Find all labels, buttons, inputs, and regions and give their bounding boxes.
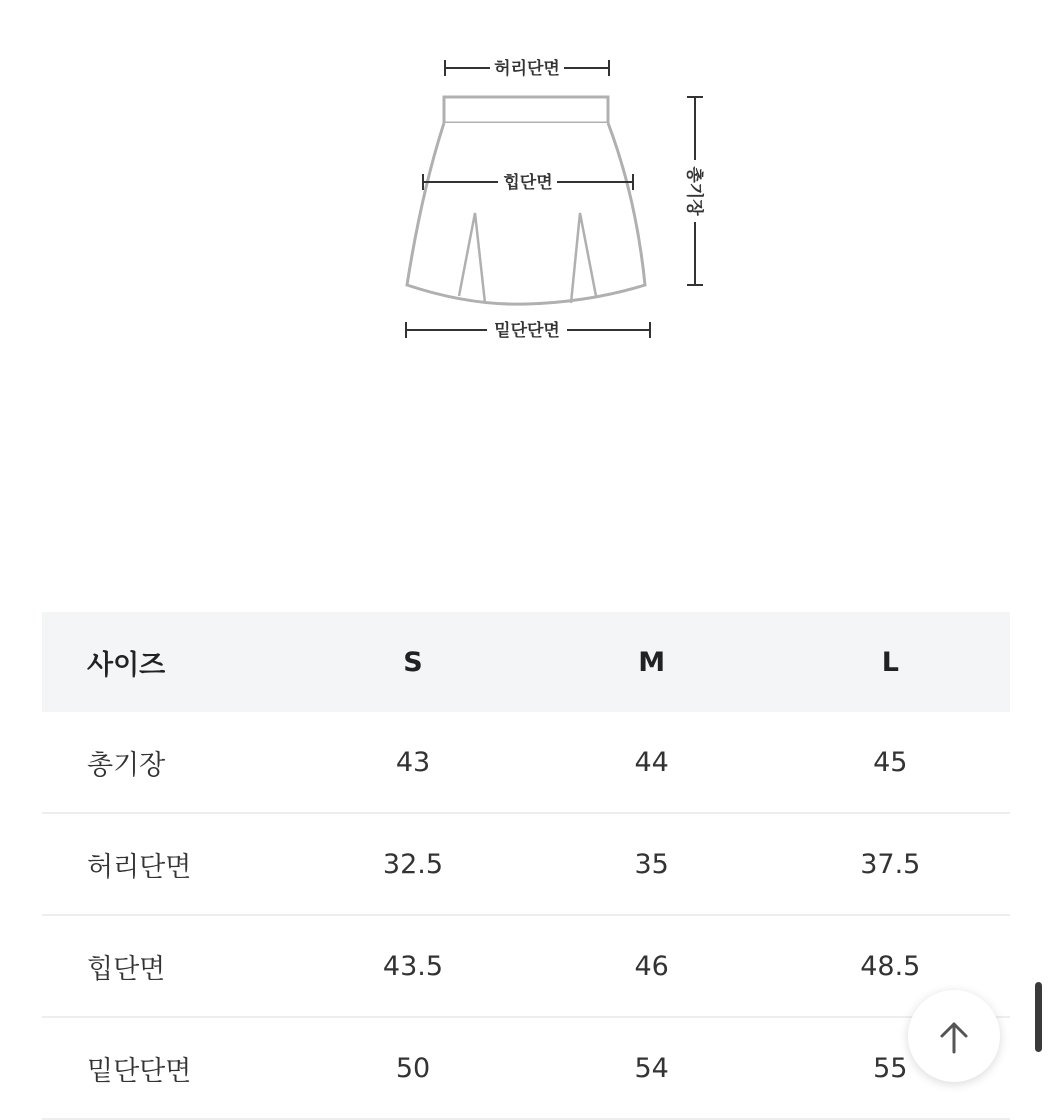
cell-value: 46 — [634, 950, 669, 982]
cell-value: 44 — [634, 746, 669, 778]
cell-value: 43 — [395, 746, 431, 778]
row-label: 허리단면 — [87, 851, 192, 883]
waist-label: 허리단면 — [494, 59, 560, 79]
cell-value: 37.5 — [860, 848, 921, 880]
waistband-shape — [444, 97, 608, 123]
skirt-measurement-diagram — [0, 0, 1052, 360]
size-header-s: S — [403, 646, 423, 678]
hem-label: 밑단단면 — [494, 321, 560, 341]
table-row — [42, 712, 1010, 813]
row-label: 밑단단면 — [87, 1055, 192, 1087]
size-header-m: M — [638, 646, 666, 678]
cell-value: 54 — [634, 1052, 669, 1084]
table-row — [42, 915, 1010, 1017]
cell-value: 43.5 — [382, 950, 444, 982]
cell-value: 32.5 — [382, 848, 444, 880]
waist-dimension — [445, 58, 609, 79]
cell-value: 48.5 — [860, 950, 921, 982]
cell-value: 45 — [873, 746, 908, 778]
size-header-l: L — [881, 646, 899, 678]
skirt-body-shape — [407, 123, 645, 304]
size-table-header — [42, 612, 1010, 712]
row-label: 총기장 — [87, 749, 166, 781]
cell-value: 50 — [395, 1052, 431, 1084]
cell-value: 55 — [873, 1052, 908, 1084]
table-row — [42, 813, 1010, 915]
hem-dimension — [406, 320, 650, 341]
length-label: 총기장 — [684, 166, 704, 216]
row-label: 힙단면 — [87, 953, 166, 985]
size-header-label: 사이즈 — [87, 649, 166, 681]
arrow-up-icon — [937, 1020, 971, 1054]
hip-label: 힙단면 — [503, 173, 553, 193]
page-scrollbar[interactable] — [1035, 982, 1042, 1052]
cell-value: 35 — [634, 848, 669, 880]
skirt-diagram-svg — [0, 0, 1052, 360]
size-table — [42, 612, 1010, 1120]
table-row — [42, 1017, 1010, 1119]
length-dimension — [684, 97, 705, 285]
scroll-to-top-button[interactable] — [908, 990, 1000, 1082]
